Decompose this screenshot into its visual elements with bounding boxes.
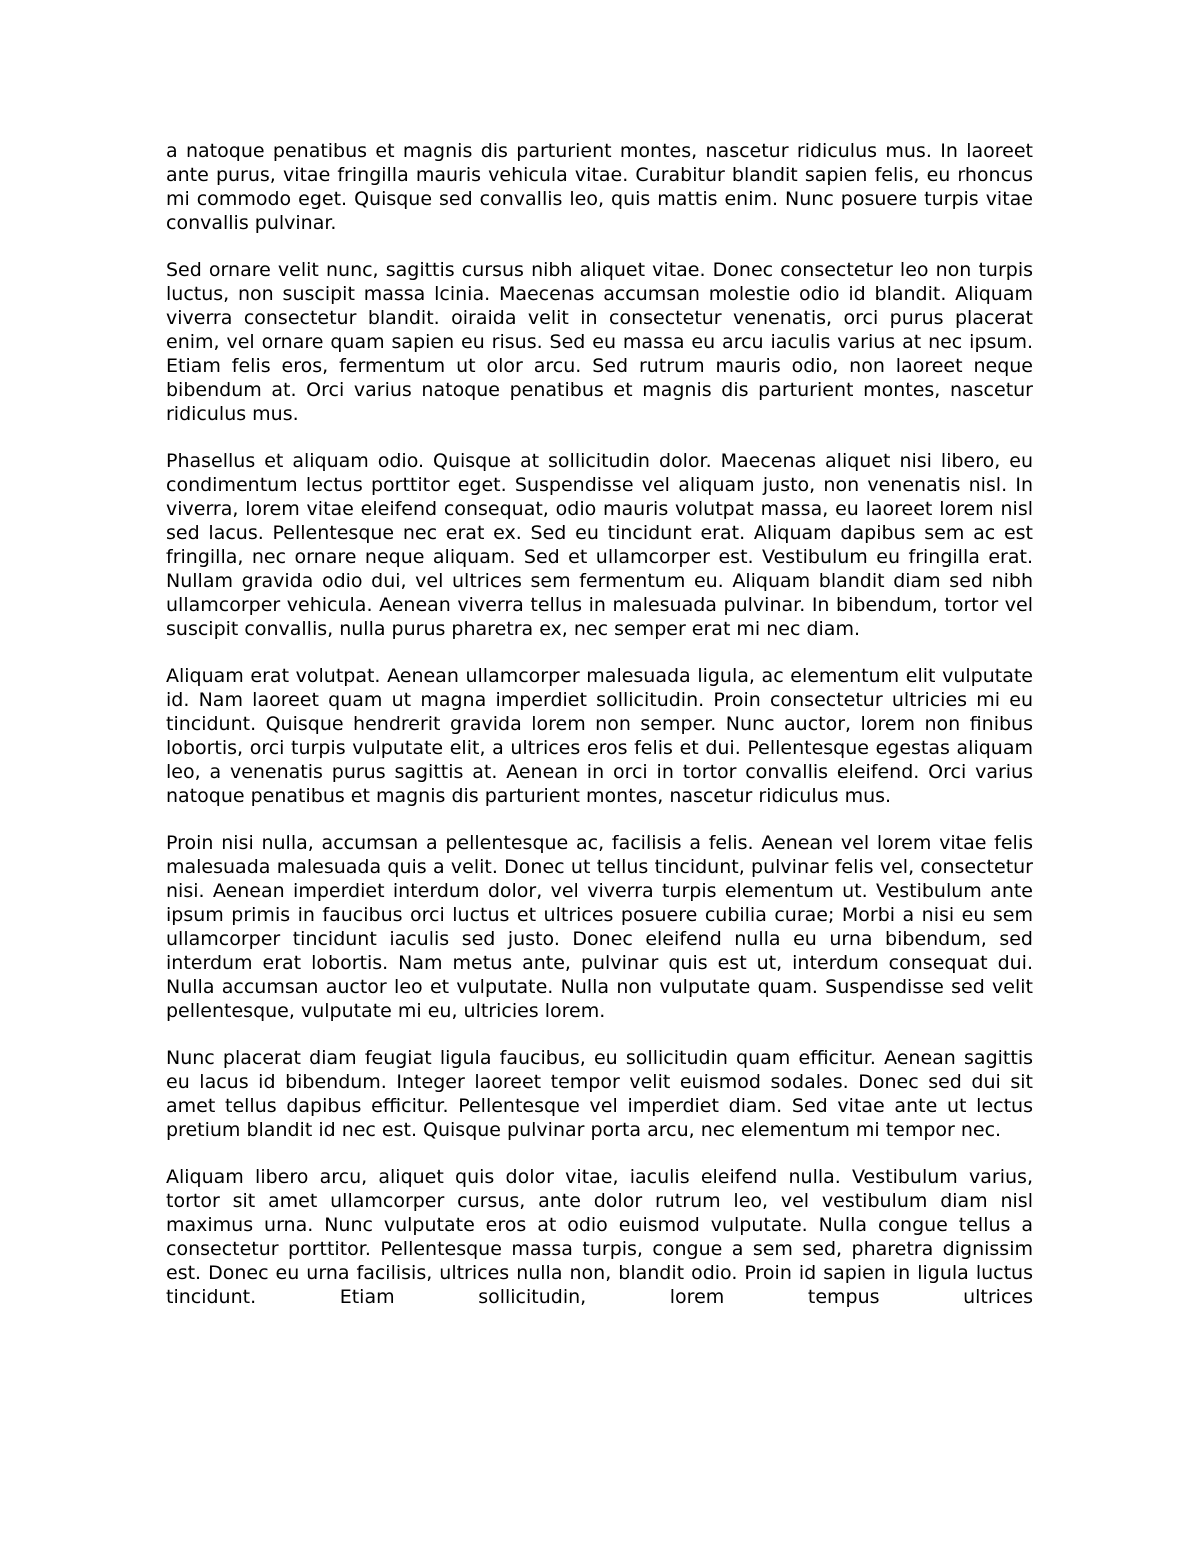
- paragraph-3: Phasellus et aliquam odio. Quisque at sollicitudin dolor. Maecenas aliquet nisi libero, eu condimentum lectus porttitor eget. Suspendisse vel aliquam justo, non venenatis nisl. In viverra, lorem vitae eleifend consequat, odio mauris volutpat massa, eu laoreet lorem nisl sed lacus. Pellentesque nec erat ex. Sed eu tincidunt erat. Aliquam dapibus sem ac est fringilla, nec ornare neque aliquam. Sed et ullamcorper est. Vestibulum eu fringilla erat. Nullam gravida odio dui, vel ultrices sem fermentum eu. Aliquam blandit diam sed nibh ullamcorper vehicula. Aenean viverra tellus in malesuada pulvinar. In bibendum, tortor vel suscipit convallis, nulla purus pharetra ex, nec semper erat mi nec diam.: [166, 450, 1033, 640]
- paragraph-5: Proin nisi nulla, accumsan a pellentesque ac, facilisis a felis. Aenean vel lorem vitae felis malesuada malesuada quis a velit. Donec ut tellus tincidunt, pulvinar felis vel, consectetur nisi. Aenean imperdiet interdum dolor, vel viverra turpis elementum ut. Vestibulum ante ipsum primis in faucibus orci luctus et ultrices posuere cubilia curae; Morbi a nisi eu sem ullamcorper tincidunt iaculis sed justo. Donec eleifend nulla eu urna bibendum, sed interdum erat lobortis. Nam metus ante, pulvinar quis est ut, interdum consequat dui. Nulla accumsan auctor leo et vulputate. Nulla non vulputate quam. Suspendisse sed velit pellentesque, vulputate mi eu, ultricies lorem.: [166, 832, 1033, 1022]
- paragraph-2: Sed ornare velit nunc, sagittis cursus nibh aliquet vitae. Donec consectetur leo non turpis luctus, non suscipit massa lcinia. Maecenas accumsan molestie odio id blandit. Aliquam viverra consectetur blandit. oiraida velit in consectetur venenatis, orci purus placerat enim, vel ornare quam sapien eu risus. Sed eu massa eu arcu iaculis varius at nec ipsum. Etiam felis eros, fermentum ut olor arcu. Sed rutrum mauris odio, non laoreet neque bibendum at. Orci varius natoque penatibus et magnis dis parturient montes, nascetur ridiculus mus.: [166, 259, 1033, 425]
- document-body: [166, 139, 1033, 1309]
- paragraph-4: Aliquam erat volutpat. Aenean ullamcorper malesuada ligula, ac elementum elit vulputate id. Nam laoreet quam ut magna imperdiet sollicitudin. Proin consectetur ultricies mi eu tincidunt. Quisque hendrerit gravida lorem non semper. Nunc auctor, lorem non finibus lobortis, orci turpis vulputate elit, a ultrices eros felis et dui. Pellentesque egestas aliquam leo, a venenatis purus sagittis at. Aenean in orci in tortor convallis eleifend. Orci varius natoque penatibus et magnis dis parturient montes, nascetur ridiculus mus.: [166, 665, 1033, 807]
- paragraph-1: a natoque penatibus et magnis dis parturient montes, nascetur ridiculus mus. In laoreet ante purus, vitae fringilla mauris vehicula vitae. Curabitur blandit sapien felis, eu rhoncus mi commodo eget. Quisque sed convallis leo, quis mattis enim. Nunc posuere turpis vitae convallis pulvinar.: [166, 140, 1033, 234]
- paragraph-7: Aliquam libero arcu, aliquet quis dolor vitae, iaculis eleifend nulla. Vestibulum varius, tortor sit amet ullamcorper cursus, ante dolor rutrum leo, vel vestibulum diam nisl maximus urna. Nunc vulputate eros at odio euismod vulputate. Nulla congue tellus a consectetur porttitor. Pellentesque massa turpis, congue a sem sed, pharetra dignissim est. Donec eu urna facilisis, ultrices nulla non, blandit odio. Proin id sapien in ligula luctus tincidunt. Etiam sollicitudin, lorem tempus ultrices: [166, 1166, 1033, 1308]
- paragraph-6: Nunc placerat diam feugiat ligula faucibus, eu sollicitudin quam efficitur. Aenean sagittis eu lacus id bibendum. Integer laoreet tempor velit euismod sodales. Donec sed dui sit amet tellus dapibus efficitur. Pellentesque vel imperdiet diam. Sed vitae ante ut lectus pretium blandit id nec est. Quisque pulvinar porta arcu, nec elementum mi tempor nec.: [166, 1047, 1033, 1141]
